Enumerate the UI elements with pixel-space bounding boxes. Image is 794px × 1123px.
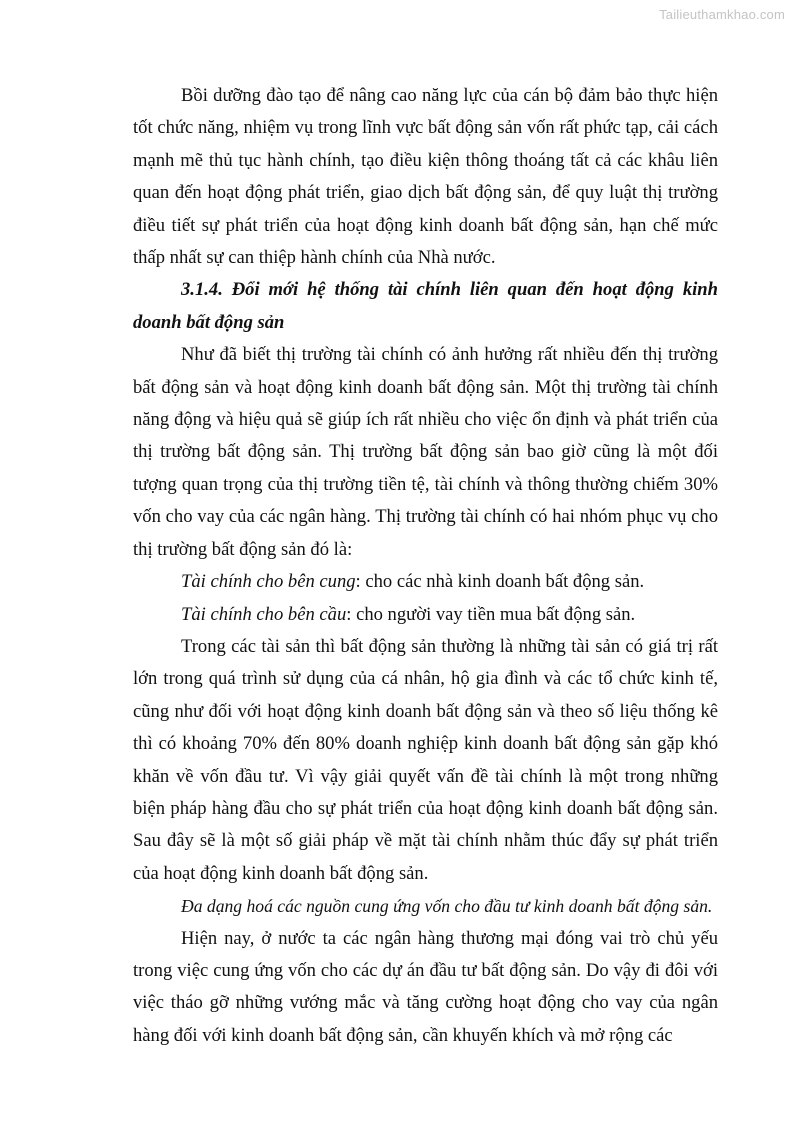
document-page bbox=[133, 80, 718, 1052]
section-heading: 3.1.4. Đổi mới hệ thống tài chính liên quan đến hoạt động kinh doanh bất động sản bbox=[133, 279, 718, 333]
supply-side-label: Tài chính cho bên cung bbox=[181, 571, 356, 593]
demand-side-label: Tài chính cho bên cầu bbox=[181, 603, 347, 625]
watermark: Tailieuthamkhao.com bbox=[659, 7, 785, 22]
paragraph-real-estate-assets: Trong các tài sản thì bất động sản thường là những tài sản có giá trị rất lớn trong quá trình sử dụng của cá nhân, hộ gia đình và các tổ chức kinh tế, cũng như đối với hoạt động kinh doanh bất động sản và theo số liệu thống kê thì có khoảng 70% đến 80% doanh nghiệp kinh doanh bất động sản gặp khó khăn về vốn đầu tư. Vì vậy giải quyết vấn đề tài chính là một trong những biện pháp hàng đầu cho sự phát triển của hoạt động kinh doanh bất động sản. Sau đây sẽ là một số giải pháp về mặt tài chính nhằm thúc đẩy sự phát triển của hoạt động kinh doanh bất động sản. bbox=[133, 635, 718, 884]
paragraph-supply-side bbox=[133, 566, 718, 598]
supply-side-text: : cho các nhà kinh doanh bất động sản. bbox=[355, 571, 645, 593]
paragraph-commercial-banks: Hiện nay, ở nước ta các ngân hàng thương mại đóng vai trò chủ yếu trong việc cung ứng vốn cho các dự án đầu tư bất động sản. Do vậy đi đôi với việc tháo gỡ những vướng mắc và tăng cường hoạt động cho vay của ngân hàng đối với kinh doanh bất động sản, cần khuyến khích và mở rộng các bbox=[133, 927, 718, 1046]
paragraph-financial-market: Như đã biết thị trường tài chính có ảnh hưởng rất nhiều đến thị trường bất động sản và hoạt động kinh doanh bất động sản. Một thị trường tài chính năng động và hiệu quả sẽ giúp ích rất nhiều cho việc ổn định và phát triển của thị trường bất động sản. Thị trường bất động sản bao giờ cũng là một đối tượng quan trọng của thị trường tiền tệ, tài chính và thông thường chiếm 30% vốn cho vay của các ngân hàng. Thị trường tài chính có hai nhóm phục vụ cho thị trường bất động sản đó là: bbox=[133, 344, 718, 560]
demand-side-text: : cho người vay tiền mua bất động sản. bbox=[346, 603, 636, 625]
subheading-capital-sources: Đa dạng hoá các nguồn cung ứng vốn cho đầu tư kinh doanh bất động sản. bbox=[181, 896, 713, 917]
paragraph-training: Bồi dưỡng đào tạo để nâng cao năng lực của cán bộ đảm bảo thực hiện tốt chức năng, nhiệm vụ trong lĩnh vực bất động sản vốn rất phức tạp, cải cách mạnh mẽ thủ tục hành chính, tạo điều kiện thông thoáng tất cả các khâu liên quan đến hoạt động phát triển, giao dịch bất động sản, để quy luật thị trường điều tiết sự phát triển của hoạt động kinh doanh bất động sản, hạn chế mức thấp nhất sự can thiệp hành chính của Nhà nước. bbox=[133, 85, 718, 269]
paragraph-demand-side bbox=[133, 599, 718, 631]
